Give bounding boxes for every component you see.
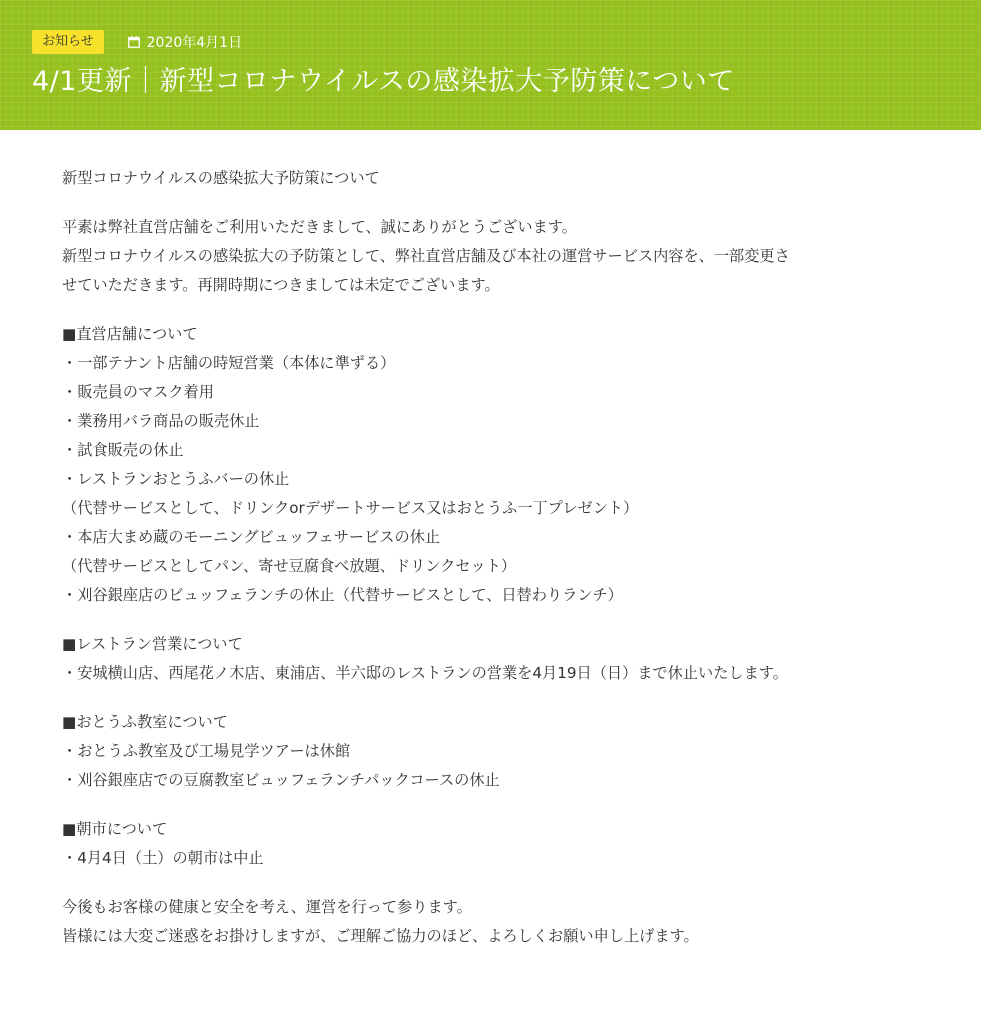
section-direct-stores xyxy=(62,320,981,610)
list-item: ・安城横山店、西尾花ノ木店、東浦店、半六邸のレストランの営業を4月19日（日）まで休止いたします。 xyxy=(62,664,788,682)
list-item: ・4月4日（土）の朝市は中止 xyxy=(62,849,264,867)
section-restaurant xyxy=(62,630,981,688)
list-item-note: （代替サービスとしてパン、寄せ豆腐食べ放題、ドリンクセット） xyxy=(62,557,517,575)
list-item: ・販売員のマスク着用 xyxy=(62,383,214,401)
list-item: ・レストランおとうふバーの休止 xyxy=(62,470,290,488)
list-item: ・業務用バラ商品の販売休止 xyxy=(62,412,260,430)
list-item: ・刈谷銀座店での豆腐教室ビュッフェランチパックコースの休止 xyxy=(62,771,500,789)
section-heading: ■レストラン営業について xyxy=(62,635,243,653)
page-title: 4/1更新｜新型コロナウイルスの感染拡大予防策について xyxy=(32,66,735,97)
list-item: ・一部テナント店舗の時短営業（本体に準ずる） xyxy=(62,354,396,372)
greeting-line: せていただきます。再開時期につきましては未定でございます。 xyxy=(62,276,500,294)
section-morning-market xyxy=(62,815,981,873)
list-item-note: （代替サービスとして、ドリンクorデザートサービス又はおとうふ一丁プレゼント） xyxy=(62,499,639,517)
article-meta xyxy=(32,30,981,54)
article-header xyxy=(0,0,981,130)
section-heading: ■直営店舗について xyxy=(62,325,198,343)
closing-paragraph xyxy=(62,893,981,951)
greeting-paragraph xyxy=(62,213,981,300)
list-item: ・試食販売の休止 xyxy=(62,441,184,459)
category-badge[interactable]: お知らせ xyxy=(32,30,104,54)
section-tofu-class xyxy=(62,708,981,795)
calendar-icon xyxy=(128,36,140,48)
greeting-line: 新型コロナウイルスの感染拡大の予防策として、弊社直営店舗及び本社の運営サービス内容を、一部変更さ xyxy=(62,247,790,265)
closing-line: 皆様には大変ご迷惑をお掛けしますが、ご理解ご協力のほど、よろしくお願い申し上げます。 xyxy=(62,927,699,945)
intro-title: 新型コロナウイルスの感染拡大予防策について xyxy=(62,169,380,187)
date-text: 2020年4月1日 xyxy=(146,35,243,51)
list-item: ・おとうふ教室及び工場見学ツアーは休館 xyxy=(62,742,351,760)
list-item: ・刈谷銀座店のビュッフェランチの休止（代替サービスとして、日替わりランチ） xyxy=(62,586,623,604)
section-heading: ■おとうふ教室について xyxy=(62,713,228,731)
closing-line: 今後もお客様の健康と安全を考え、運営を行って参ります。 xyxy=(62,898,472,916)
section-heading: ■朝市について xyxy=(62,820,168,838)
greeting-line: 平素は弊社直営店舗をご利用いただきまして、誠にありがとうございます。 xyxy=(62,218,577,236)
list-item: ・本店大まめ蔵のモーニングビュッフェサービスの休止 xyxy=(62,528,441,546)
publish-date xyxy=(128,32,242,52)
